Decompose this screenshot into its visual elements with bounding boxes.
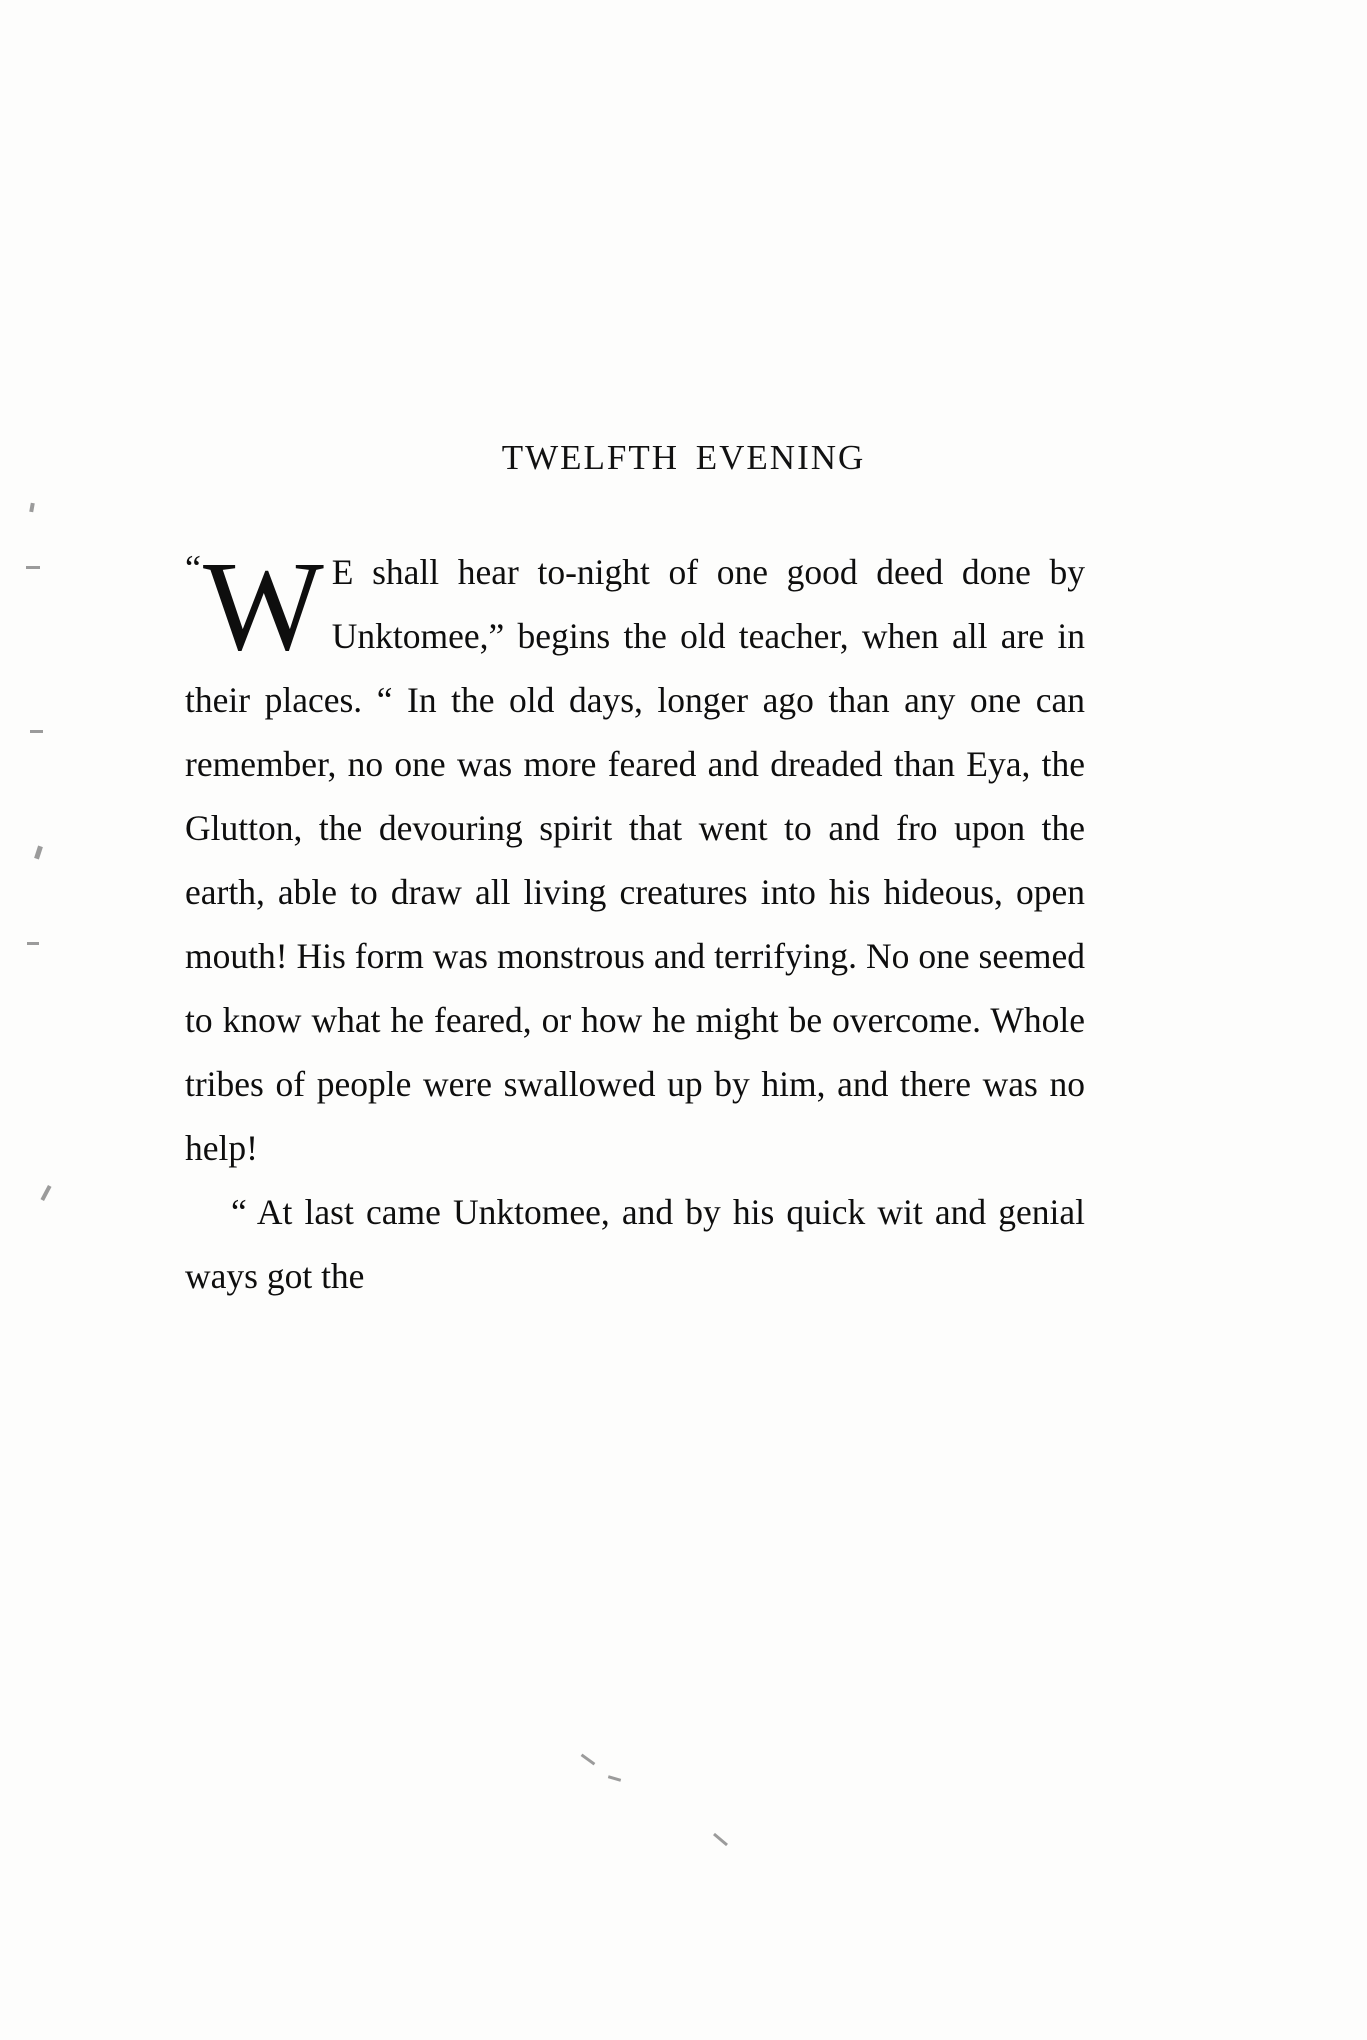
scan-speck [27,942,39,945]
scan-speck [40,1185,51,1201]
dropcap-letter: W [202,535,322,677]
scan-speck [713,1833,728,1846]
scan-speck [26,566,40,569]
open-quote-mark: “ [185,548,201,588]
scan-speck [581,1754,596,1766]
dropcap-group [185,535,322,677]
scan-speck [30,730,43,733]
page-title: TWELFTH EVENING [501,438,866,478]
paragraph-1 [185,535,1085,1180]
scan-speck [29,503,35,513]
scan-speck [34,846,43,860]
paragraph-1-text: E shall hear to-night of one good deed done by Unktomee,” begins the old teacher, when all are in their places. “ In the old days, longer ago than any one can remember, no one was more feared and dreaded than Eya, the Glutton, the devouring spirit that went to and fro upon the earth, able to draw all living creatures into his hideous, open mouth! His form was monstrous and terrifying. No one seemed to know what he feared, or how he might be overcome. Whole tribes of people were swallowed up by him, and there was no help! [185,552,1085,1168]
body-text [185,535,1085,1308]
paragraph-2-text: “ At last came Unktomee, and by his quick wit and genial ways got the [185,1192,1085,1296]
paragraph-2 [185,1180,1085,1308]
scan-speck [608,1775,621,1781]
